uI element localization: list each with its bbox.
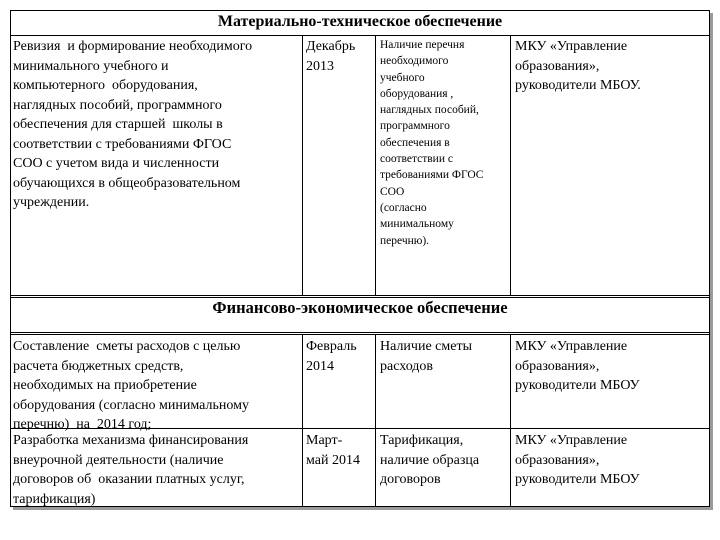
result-cell: Тарификация, наличие образца договоров — [380, 433, 480, 487]
activity-cell: Разработка механизма финансирования внеурочной деятельности (наличие договоров об оказании платных услуг, тарификация) — [13, 433, 249, 507]
deadline-cell: Декабрь 2013 — [306, 39, 356, 74]
deadline-cell: Март- май 2014 — [306, 433, 360, 468]
plan-table — [10, 10, 710, 507]
result-cell: Наличие перечня необходимого учебного оборудования , наглядных пособий, программного обеспечения в соответствии с требованиями ФГОС СОО (согласно минимальному перечню). — [380, 39, 484, 247]
section-title-material: Материально-техническое обеспечение — [217, 13, 503, 30]
activity-cell: Составление сметы расходов с целью расчета бюджетных средств, необходимых на приобретение оборудования (согласно минимальному перечню) на 2014 год; — [13, 339, 249, 432]
responsible-cell: МКУ «Управление образования», руководители МБОУ — [515, 433, 640, 487]
section-title-financial: Финансово-экономическое обеспечение — [212, 298, 508, 317]
result-cell: Наличие сметы расходов — [380, 339, 472, 374]
activity-cell: Ревизия и формирование необходимого минимального учебного и компьютерного оборудования, наглядных пособий, программного обеспечения для старшей школы в соответствии с требованиями ФГОС СОО с учетом вида и численности обучающихся в общеобразовательном учреждении. — [13, 39, 253, 210]
responsible-cell: МКУ «Управление образования», руководители МБОУ. — [515, 39, 641, 93]
responsible-cell: МКУ «Управление образования», руководители МБОУ — [515, 339, 640, 393]
deadline-cell: Февраль 2014 — [306, 339, 357, 374]
